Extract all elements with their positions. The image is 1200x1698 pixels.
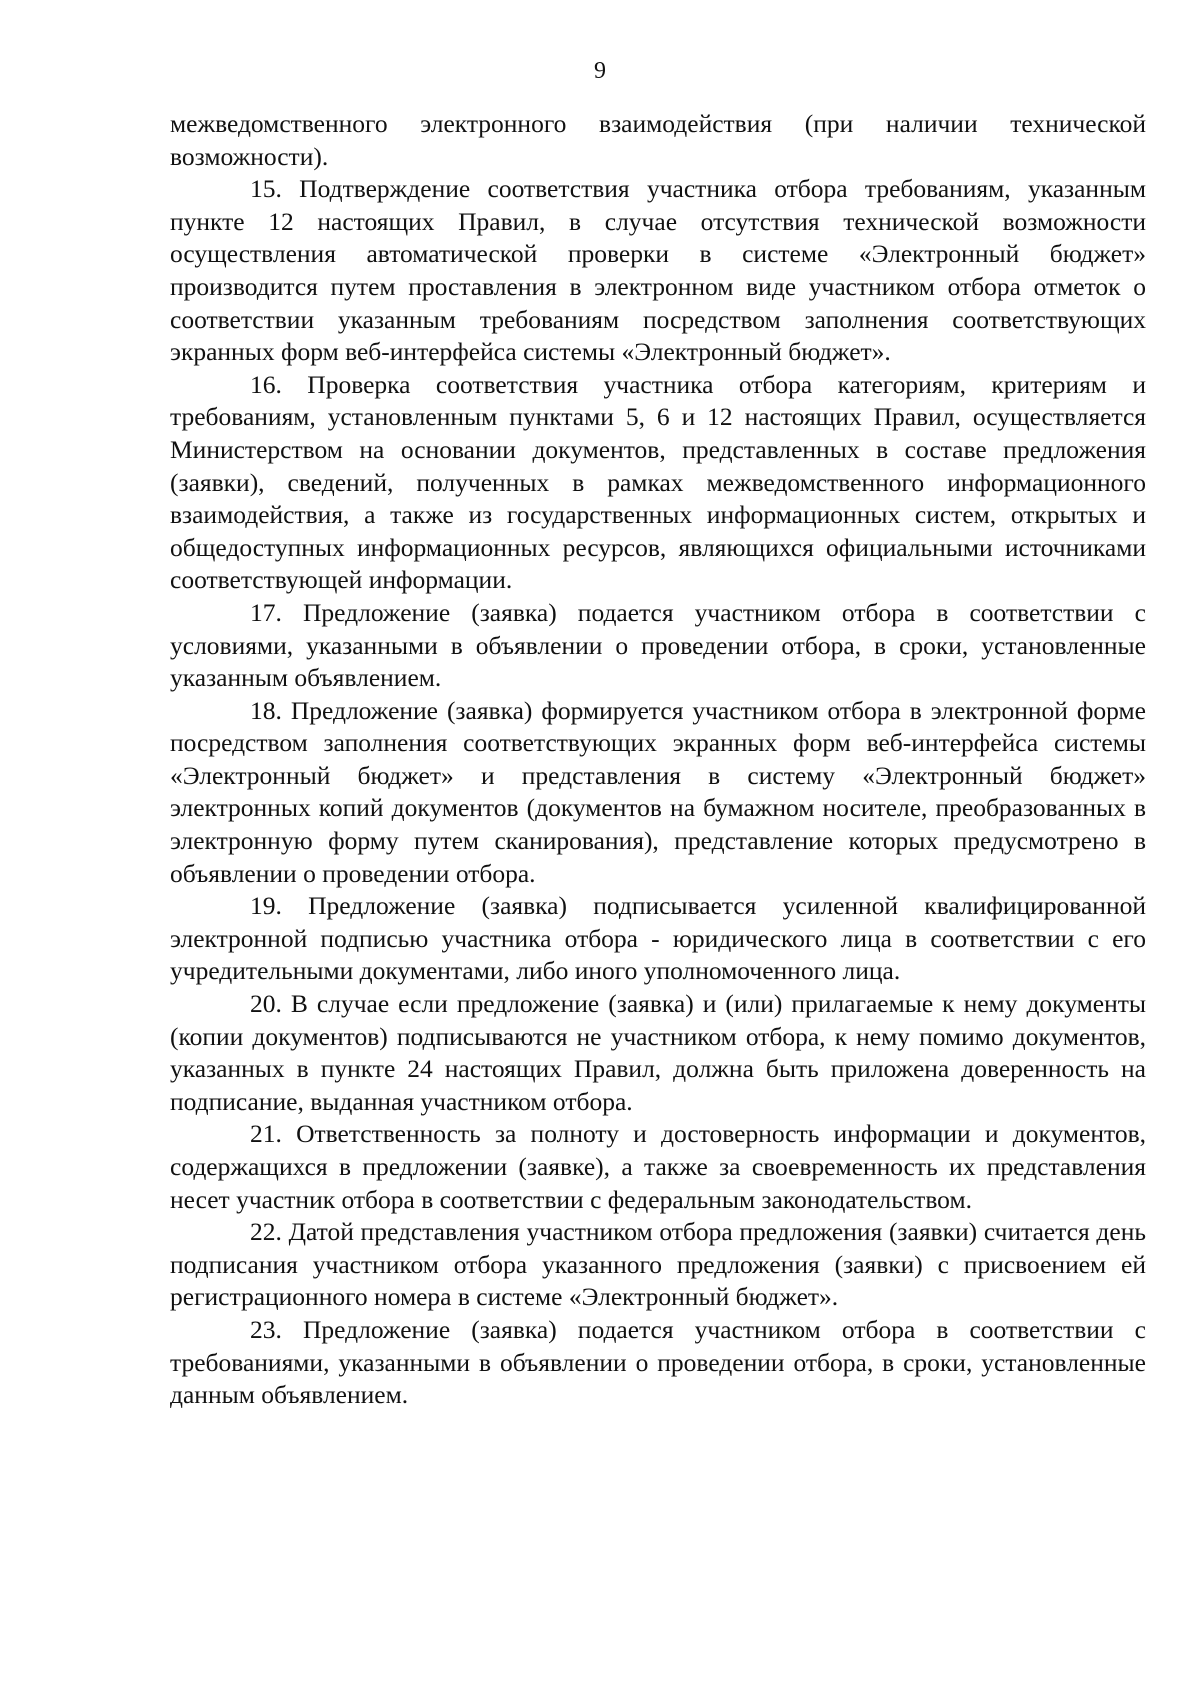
paragraph-15: 15. Подтверждение соответствия участника отбора требованиям, указанным пункте 12 настоящих Правил, в случае отсутствия технической возможности осуществления автоматической проверки в системе «Электронный бюджет» производится путем проставления в электронном виде участником отбора отметок о соответствии указанным требованиям посредством заполнения соответствующих экранных форм веб-интерфейса системы «Электронный бюджет». [170, 174, 1146, 367]
paragraph-20: 20. В случае если предложение (заявка) и (или) прилагаемые к нему документы (копии документов) подписываются не участником отбора, к нему помимо документов, указанных в пункте 24 настоящих Правил, должна быть приложена доверенность на подписание, выданная участником отбора. [170, 989, 1146, 1116]
paragraph-17: 17. Предложение (заявка) подается участником отбора в соответствии с условиями, указанными в объявлении о проведении отбора, в сроки, установленные указанным объявлением. [170, 597, 1146, 693]
paragraph-21: 21. Ответственность за полноту и достоверность информации и документов, содержащихся в предложении (заявке), а также за своевременность их представления несет участник отбора в соответствии с федеральным законодательством. [170, 1119, 1146, 1214]
page-number: 9 [594, 58, 606, 84]
document-body [170, 108, 1146, 1412]
paragraph-19: 19. Предложение (заявка) подписывается усиленной квалифицированной электронной подписью участника отбора - юридического лица в соответствии с его учредительными документами, либо иного уполномоченного лица. [170, 891, 1146, 986]
paragraph-22: 22. Датой представления участником отбора предложения (заявки) считается день подписания участником отбора указанного предложения (заявки) с присвоением ей регистрационного номера в системе «Электронный бюджет». [170, 1217, 1146, 1312]
paragraph-continuation: межведомственного электронного взаимодействия (при наличии технической возможности). [170, 109, 1146, 171]
paragraph-23: 23. Предложение (заявка) подается участником отбора в соответствии с требованиями, указанными в объявлении о проведении отбора, в сроки, установленные данным объявлением. [170, 1314, 1146, 1410]
paragraph-18: 18. Предложение (заявка) формируется участником отбора в электронной форме посредством заполнения соответствующих экранных форм веб-интерфейса системы «Электронный бюджет» и представления в систему «Электронный бюджет» электронных копий документов (документов на бумажном носителе, преобразованных в электронную форму путем сканирования), представление которых предусмотрено в объявлении о проведении отбора. [170, 695, 1146, 888]
paragraph-16: 16. Проверка соответствия участника отбора категориям, критериям и требованиям, установленным пунктами 5, 6 и 12 настоящих Правил, осуществляется Министерством на основании документов, представленных в составе предложения (заявки), сведений, полученных в рамках межведомственного информационного взаимодействия, а также из государственных информационных систем, открытых и общедоступных информационных ресурсов, являющихся официальными источниками соответствующей информации. [170, 369, 1146, 595]
